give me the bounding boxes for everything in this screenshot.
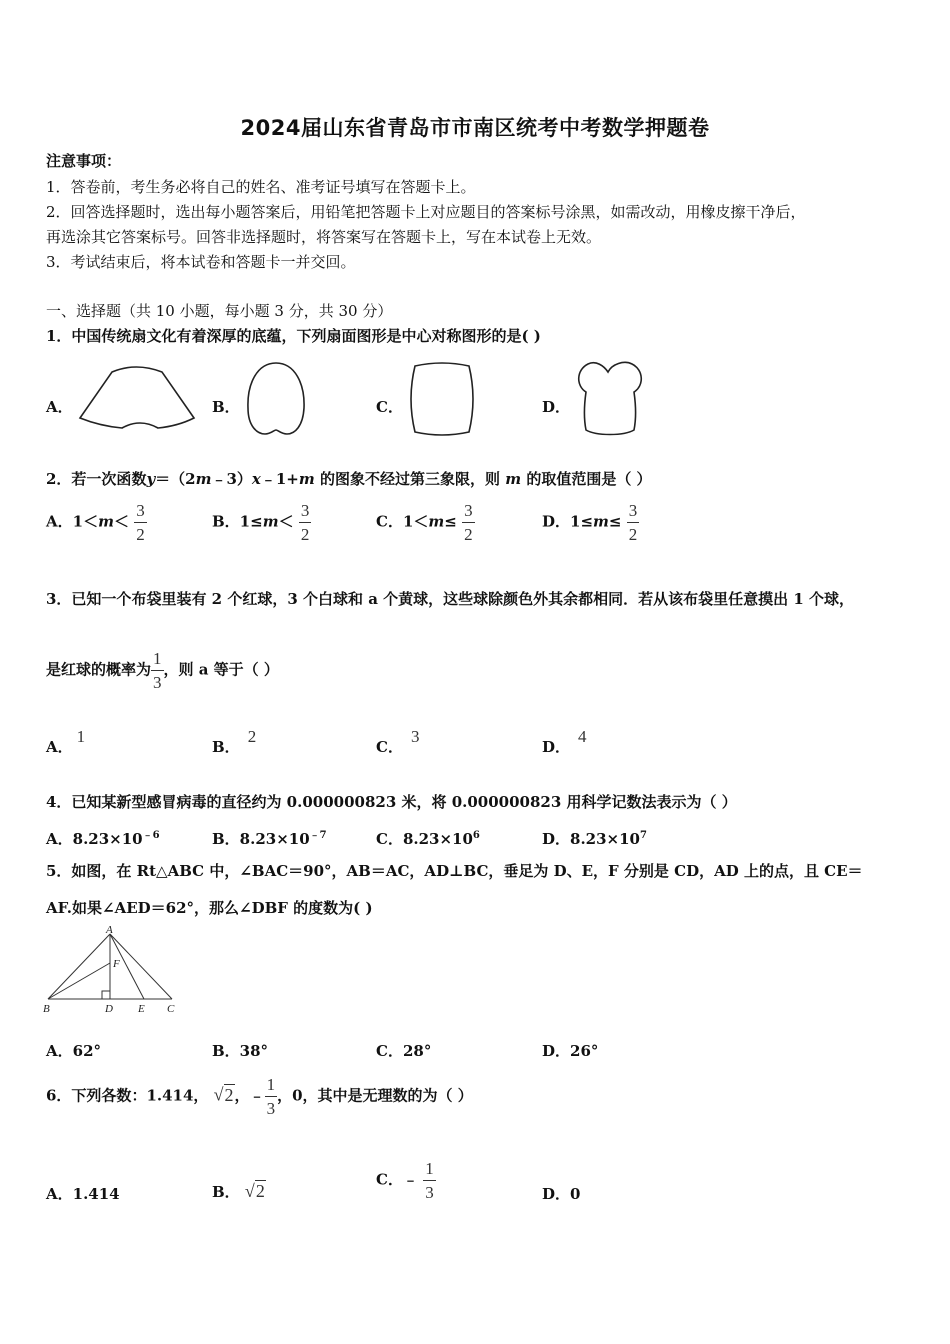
notice-item: 3．考试结束后，将本试卷和答题卡一并交回。 xyxy=(46,253,356,271)
question-1-stem: 1．中国传统扇文化有着深厚的底蕴，下列扇面图形是中心对称图形的是( ) xyxy=(46,327,541,345)
question-5-stem-line2: AF.如果∠AED＝62°，那么∠DBF 的度数为( ) xyxy=(46,899,373,917)
notice-item: 2．回答选择题时，选出每小题答案后，用铅笔把答题卡上对应题目的答案标号涂黑，如需改动，用橡皮擦干净后， xyxy=(46,203,806,221)
q5-option-a: A．62° xyxy=(46,1042,102,1060)
q1-option-c-label: C． xyxy=(376,398,403,416)
fraction: $\frac{3}{2}$ xyxy=(628,501,638,544)
q6-option-a: A．1.414 xyxy=(46,1185,120,1203)
q2-option-b: B．1≤m＜ $\frac{3}{2}$ xyxy=(212,501,310,544)
vertex-label-c: C xyxy=(167,1003,175,1015)
square-root: √2 xyxy=(244,1181,265,1201)
q2-option-d: D．1≤m≤ $\frac{3}{2}$ xyxy=(542,501,638,544)
q5-option-c: C．28° xyxy=(376,1042,432,1060)
q3-option-d: D．4 xyxy=(542,727,587,756)
q4-option-b: B．$8.23\times 10^{﹣7}$ xyxy=(212,830,327,848)
fan-shape-c-icon xyxy=(407,362,477,436)
square-root: √2 xyxy=(213,1084,234,1105)
q2-option-c: C．1＜m≤ $\frac{3}{2}$ xyxy=(376,501,473,544)
fraction: $\frac{3}{2}$ xyxy=(136,501,145,544)
q3-option-c: C．3 xyxy=(376,727,420,756)
notice-heading: 注意事项： xyxy=(46,152,122,170)
fan-shape-b-icon xyxy=(243,360,309,438)
page-title: 2024届山东省青岛市市南区统考中考数学押题卷 xyxy=(240,116,710,140)
q3-option-a: A．1 xyxy=(46,727,86,756)
question-2-stem: 2．若一次函数y＝（2m﹣3）x﹣1+m 的图象不经过第三象限，则 m 的取值范围是（ ） xyxy=(46,470,652,488)
vertex-label-f: F xyxy=(113,958,120,970)
q5-option-b: B．38° xyxy=(212,1042,269,1060)
vertex-label-d: D xyxy=(105,1003,113,1015)
fraction: $\frac{3}{2}$ xyxy=(300,501,310,544)
fraction: $\frac{3}{2}$ xyxy=(464,501,473,544)
q4-option-c: C．$8.23\times 10^6$ xyxy=(376,830,480,848)
q4-option-d: D．$8.23\times 10^7$ xyxy=(542,830,647,848)
fraction: $\frac{1}{3}$ xyxy=(153,649,162,692)
question-3-stem-line1: 3．已知一个布袋里装有 2 个红球，3 个白球和 a 个黄球，这些球除颜色外其余都相同．若从该布袋里任意摸出 1 个球， xyxy=(46,590,855,608)
fan-shape-a-icon xyxy=(78,368,198,438)
vertex-label-a: A xyxy=(106,924,113,936)
q1-option-d-label: D． xyxy=(542,398,571,416)
q5-option-d: D．26° xyxy=(542,1042,599,1060)
triangle-figure xyxy=(40,926,185,1018)
q6-option-b: B． √2 xyxy=(212,1181,265,1201)
section-heading: 一、选择题（共 10 小题，每小题 3 分，共 30 分） xyxy=(46,302,393,320)
q1-option-b-label: B． xyxy=(212,398,240,416)
vertex-label-e: E xyxy=(138,1003,145,1015)
fraction: $\frac{1}{3}$ xyxy=(266,1075,276,1118)
q2-option-a: A．1＜m＜ $\frac{3}{2}$ xyxy=(46,501,145,544)
notice-item: 1．答卷前，考生务必将自己的姓名、准考证号填写在答题卡上。 xyxy=(46,178,476,196)
q6-option-c: C．﹣ $\frac{1}{3}$ xyxy=(376,1159,434,1202)
vertex-label-b: B xyxy=(43,1003,50,1015)
question-5-stem-line1: 5．如图，在 Rt△ABC 中，∠BAC＝90°，AB＝AC，AD⊥BC，垂足为 D、E，F 分别是 CD，AD 上的点，且 CE＝ xyxy=(46,862,863,880)
fan-shape-d-icon xyxy=(574,360,646,438)
fraction: $\frac{1}{3}$ xyxy=(425,1159,434,1202)
question-3-stem-line2: 是红球的概率为 $\frac{1}{3}$ ，则 a 等于（ ） xyxy=(46,649,279,692)
question-6-stem: 6．下列各数：1.414， √2，﹣ $\frac{1}{3}$ ，0，其中是无理数的为（ ） xyxy=(46,1075,473,1118)
q4-option-a: A．$8.23\times 10^{﹣6}$ xyxy=(46,830,160,848)
q3-option-b: B．2 xyxy=(212,727,257,756)
question-4-stem: 4．已知某新型感冒病毒的直径约为 0.000000823 米，将 0.000000823 用科学记数法表示为（ ） xyxy=(46,793,737,811)
notice-item: 再选涂其它答案标号。回答非选择题时，将答案写在答题卡上，写在本试卷上无效。 xyxy=(46,228,602,246)
q6-option-d: D．0 xyxy=(542,1185,581,1203)
q1-option-a-label: A． xyxy=(46,398,73,416)
